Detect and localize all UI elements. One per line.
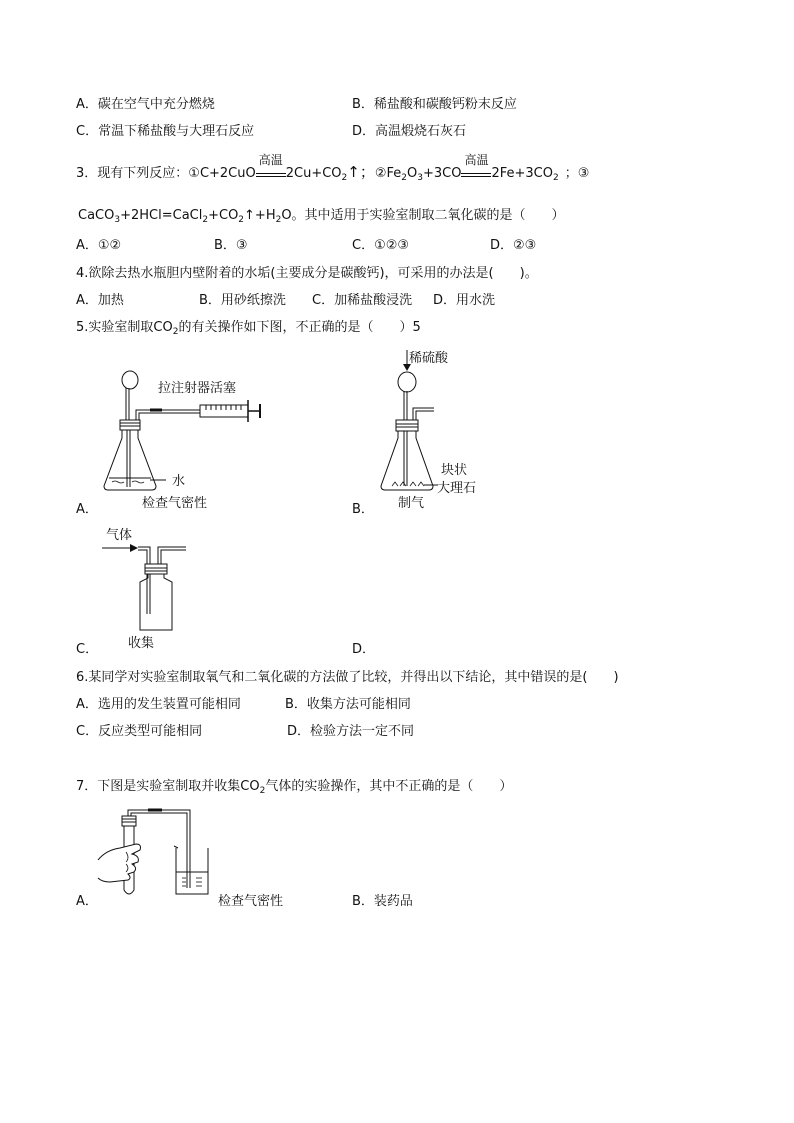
q5-figure-a-syringe-label: 拉注射器活塞 [158,381,237,396]
q3-option-a: A．①② [76,238,122,253]
q5-option-d: D． [352,642,376,657]
q2-option-c: C．常温下稀盐酸与大理石反应 [76,124,255,139]
q5-option-a: A． [76,502,98,517]
q5-figure-a-caption: 检查气密性 [142,496,208,511]
q5-figure-b-apparatus [378,348,498,498]
q2-option-a: A．碳在空气中充分燃烧 [76,97,215,112]
q6-option-b: B．收集方法可能相同 [285,697,411,712]
reaction-condition-2: 高温 [461,166,491,182]
q3-stem: 3．现有下列反应：①C+2CuO 高温 $2Cu+CO_2↑$；$②Fe_2O_3+3CO$ 高温 $2Fe+3CO_2$ ；③ [76,153,590,183]
q5-figure-b-solid-label-1: 块状 [441,463,468,478]
q3-stem-line2: $CaCO_3+2HCl=CaCl_2+CO_2↑+H_2O$。其中适用于实验室制取二氧化碳的是（ ） [78,208,565,225]
q4-option-d: D．用水洗 [433,293,496,308]
q7-figure-a-apparatus [96,808,226,900]
q4-option-a: A．加热 [76,293,124,308]
q3-option-b: B．③ [214,238,248,253]
q4-option-b: B．用砂纸擦洗 [199,293,286,308]
q7-option-b: B．装药品 [352,894,413,909]
q2-option-d: D．高温煅烧石灰石 [352,124,467,139]
q7-figure-a-caption: 检查气密性 [218,894,284,909]
q7-stem: 7．下图是实验室制取并收集$CO_2$气体的实验操作，其中不正确的是（ ） [76,779,513,796]
q5-option-b: B． [352,502,374,517]
q5-figure-b-caption: 制气 [398,496,425,511]
q3-option-d: D．②③ [490,238,537,253]
q3-option-c: C．①②③ [352,238,410,253]
q5-figure-c-caption: 收集 [128,636,155,651]
q2-option-b: B．稀盐酸和碳酸钙粉末反应 [352,97,517,112]
q5-figure-b-acid-label: 稀硫酸 [409,351,449,366]
q4-option-c: C．加稀盐酸浸洗 [312,293,413,308]
q5-option-c: C． [76,642,99,657]
q6-option-c: C．反应类型可能相同 [76,724,203,739]
q5-figure-a-water-label: 水 [172,474,186,489]
q5-figure-c-apparatus [100,538,200,638]
q5-figure-c-gas-label: 气体 [106,528,133,543]
q5-figure-b-solid-label-2: 大理石 [437,481,477,496]
q4-stem: 4.欲除去热水瓶胆内壁附着的水垢(主要成分是碳酸钙)，可采用的办法是( )。 [76,266,538,281]
q6-option-a: A．选用的发生装置可能相同 [76,697,241,712]
reaction-condition-1: 高温 [256,166,286,182]
q6-option-d: D．检验方法一定不同 [287,724,415,739]
q7-option-a: A． [76,894,98,909]
q6-stem: 6.某同学对实验室制取氧气和二氧化碳的方法做了比较，并得出以下结论，其中错误的是( ) [76,670,619,685]
q5-stem: 5.实验室制取$CO_2$的有关操作如下图，不正确的是（ ）5 [76,320,421,337]
